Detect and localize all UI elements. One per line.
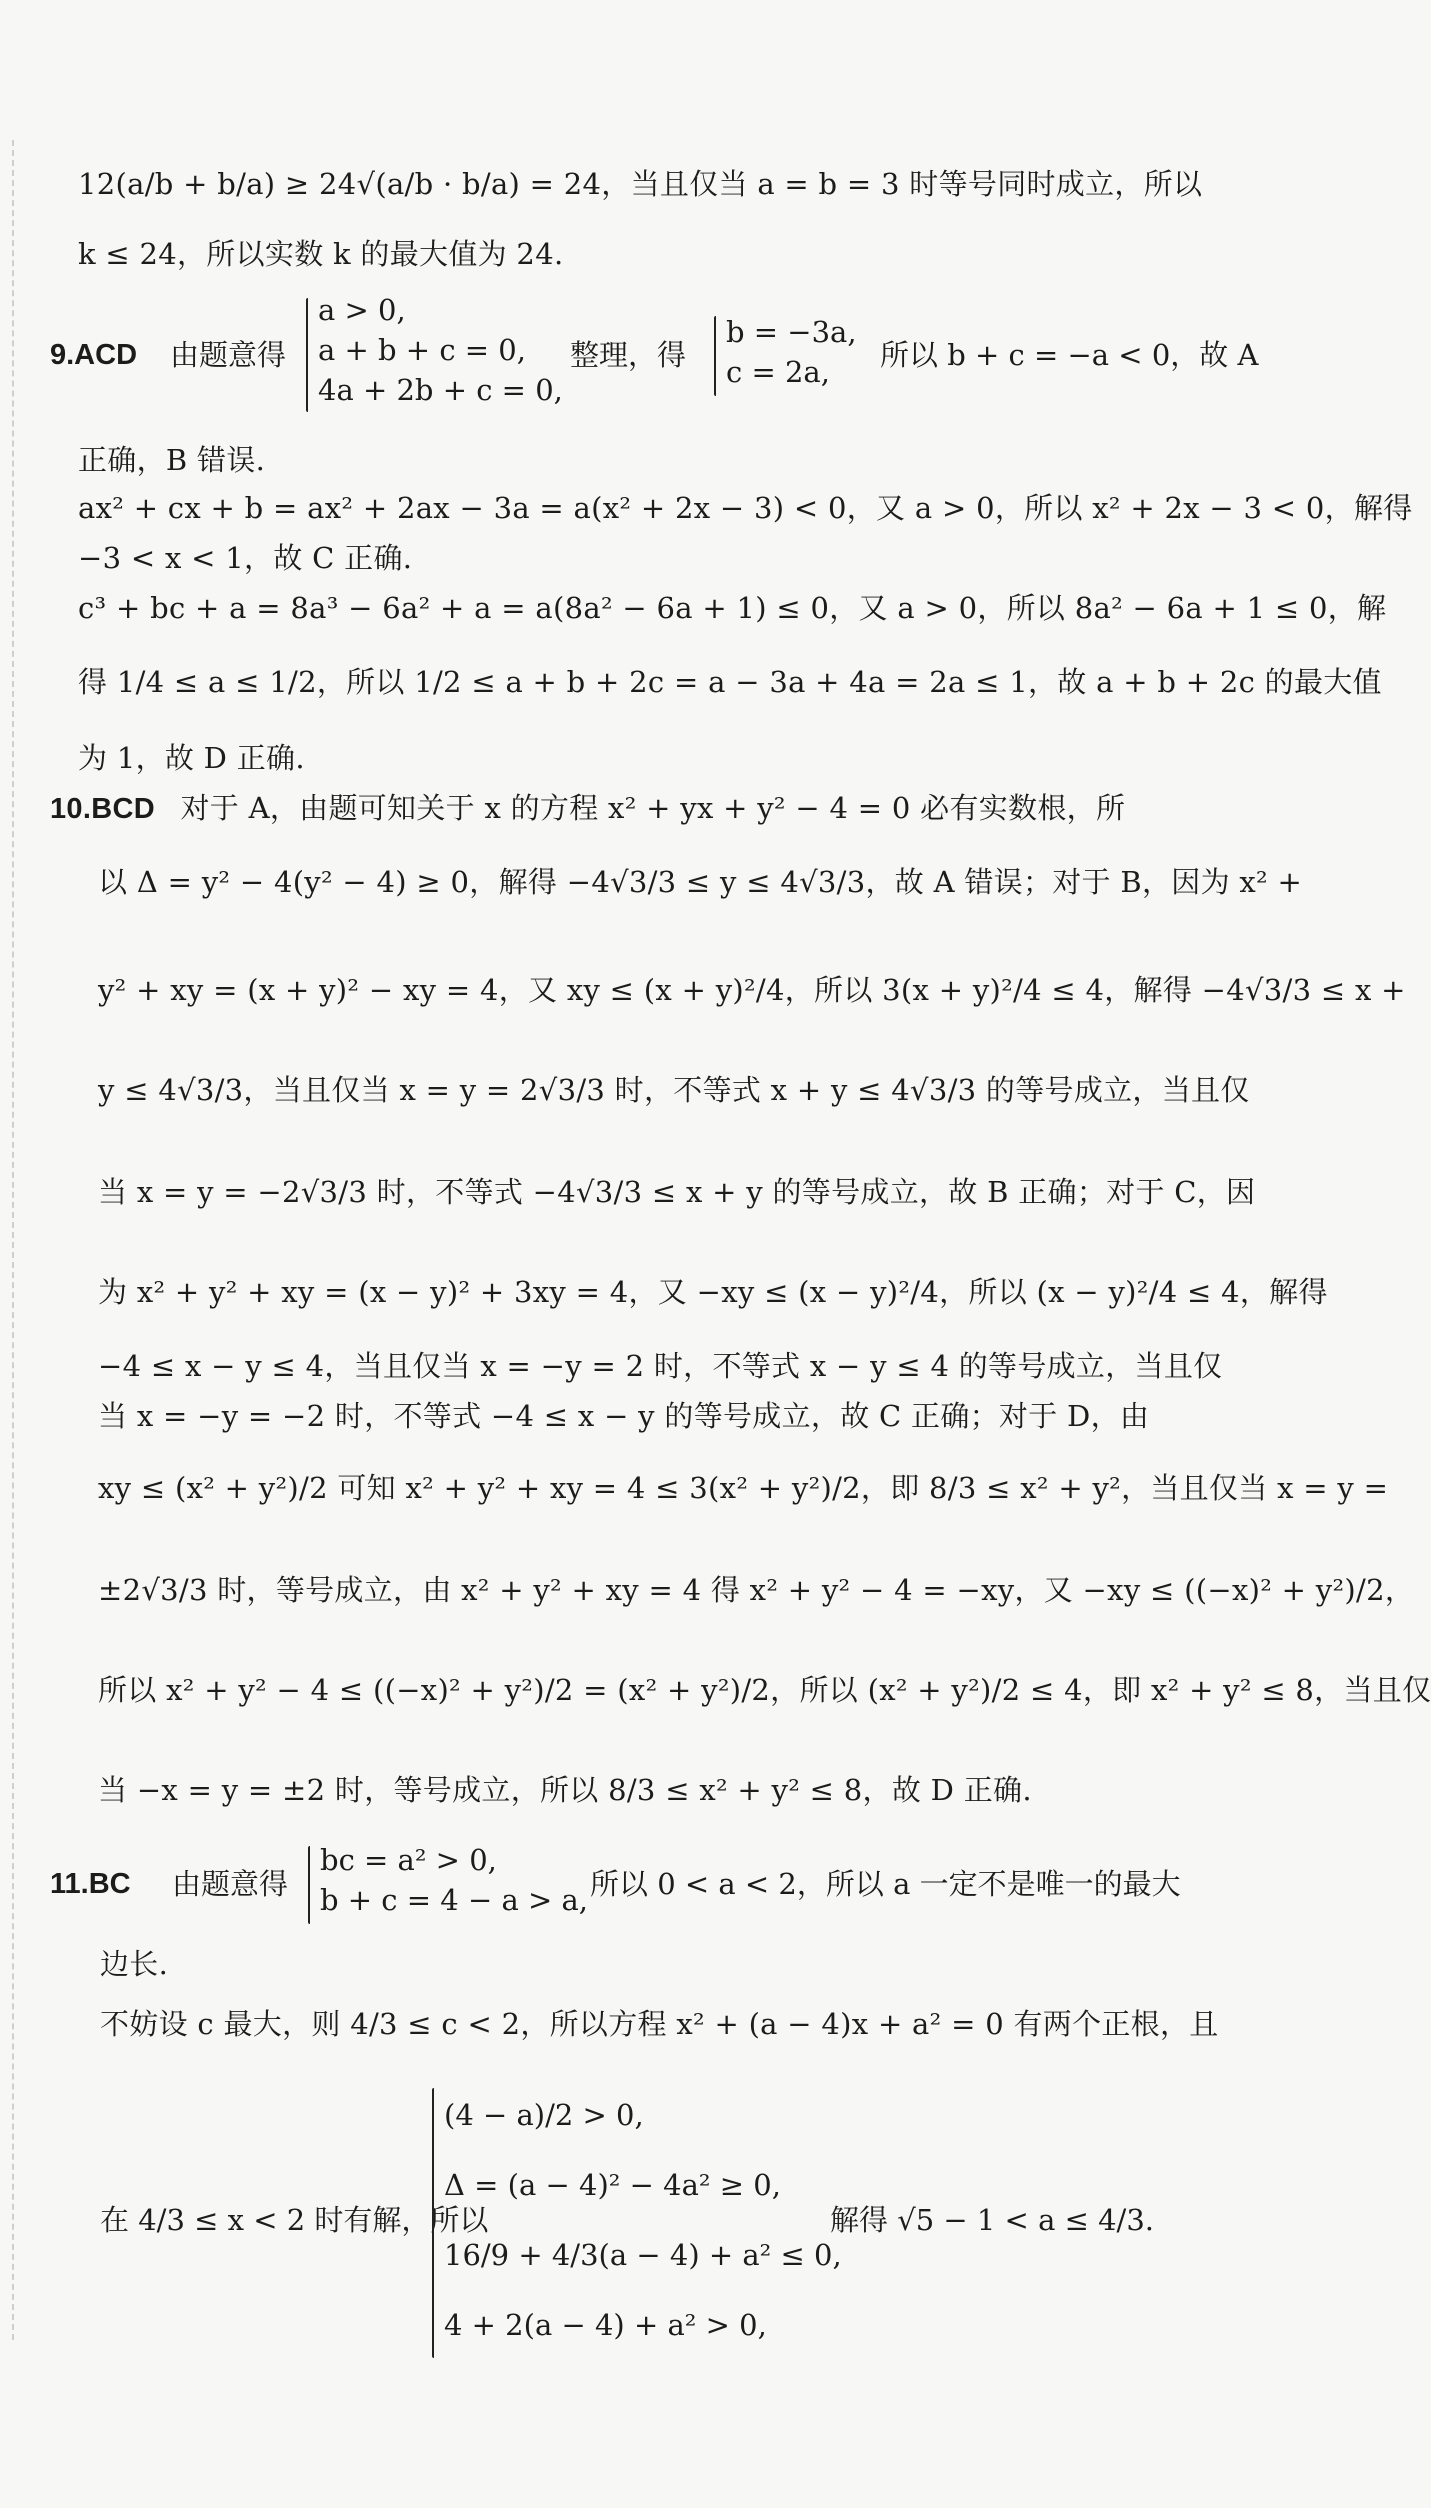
text-line: 得 1/4 ≤ a ≤ 1/2，所以 1/2 ≤ a + b + 2c = a − 3a + 4a = 2a ≤ 1，故 a + b + 2c 的最大值 <box>78 665 1382 699</box>
final-system <box>444 2080 842 2360</box>
text-line: k ≤ 24，所以实数 k 的最大值为 24. <box>78 237 564 271</box>
q9-mid: 整理，得 <box>570 338 687 372</box>
text-line: 当 x = y = −2√3/3 时，不等式 −4√3/3 ≤ x + y 的等号成立，故 B 正确；对于 C，因 <box>98 1175 1256 1209</box>
brace <box>432 2088 434 2358</box>
final-tail: 解得 √5 − 1 < a ≤ 4/3. <box>830 2203 1154 2237</box>
q10-text: 对于 A，由题可知关于 x 的方程 x² + yx + y² − 4 = 0 必有实数根，所 <box>180 791 1126 825</box>
equation: 4 + 2(a − 4) + a² > 0, <box>444 2308 767 2342</box>
equation: (4 − a)/2 > 0, <box>444 2098 644 2132</box>
text-line: c³ + bc + a = 8a³ − 6a² + a = a(8a² − 6a + 1) ≤ 0，又 a > 0，所以 8a² − 6a + 1 ≤ 0，解 <box>78 591 1387 625</box>
equation: a > 0, <box>318 293 406 327</box>
text-line: ax² + cx + b = ax² + 2ax − 3a = a(x² + 2x − 3) < 0，又 a > 0，所以 x² + 2x − 3 < 0，解得 <box>78 491 1413 525</box>
text-line: −4 ≤ x − y ≤ 4，当且仅当 x = −y = 2 时，不等式 x − y ≤ 4 的等号成立，当且仅 <box>98 1349 1223 1383</box>
final-block <box>100 2080 1200 2370</box>
text-line: 当 −x = y = ±2 时，等号成立，所以 8/3 ≤ x² + y² ≤ 8，故 D 正确. <box>98 1773 1032 1807</box>
equation: 4a + 2b + c = 0, <box>318 373 563 407</box>
q11-system <box>320 1840 588 1920</box>
text-line: y ≤ 4√3/3，当且仅当 x = y = 2√3/3 时，不等式 x + y ≤ 4√3/3 的等号成立，当且仅 <box>98 1073 1250 1107</box>
margin-rule <box>12 140 14 2340</box>
equation: 16/9 + 4/3(a − 4) + a² ≤ 0, <box>444 2238 842 2272</box>
q9-system-2 <box>726 312 857 392</box>
q9-tail: 所以 b + c = −a < 0，故 A <box>880 338 1259 372</box>
equation: c = 2a, <box>726 355 830 389</box>
q9-block <box>50 290 1259 420</box>
final-lead: 在 4/3 ≤ x < 2 时有解，所以 <box>100 2203 489 2237</box>
q11-number: 11.BC <box>50 1868 131 1900</box>
equation: b = −3a, <box>726 315 857 349</box>
q11-tail: 所以 0 < a < 2，所以 a 一定不是唯一的最大 <box>590 1867 1181 1901</box>
text-line: 不妨设 c 最大，则 4/3 ≤ c < 2，所以方程 x² + (a − 4)x + a² = 0 有两个正根，且 <box>100 2007 1219 2041</box>
text-line: 正确，B 错误. <box>78 443 266 477</box>
text-line: 当 x = −y = −2 时，不等式 −4 ≤ x − y 的等号成立，故 C 正确；对于 D，由 <box>98 1399 1150 1433</box>
q11-block <box>50 1840 1230 1930</box>
q10-header <box>50 788 1170 829</box>
text-line: 所以 x² + y² − 4 ≤ ((−x)² + y²)/2 = (x² + y²)/2，所以 (x² + y²)/2 ≤ 4，即 x² + y² ≤ 8，当且仅 <box>98 1673 1431 1707</box>
q9-number: 9.ACD <box>50 339 138 371</box>
text-line: ±2√3/3 时，等号成立，由 x² + y² + xy = 4 得 x² + y² − 4 = −xy，又 −xy ≤ ((−x)² + y²)/2， <box>98 1573 1415 1607</box>
text-line: 12(a/b + b/a) ≥ 24√(a/b · b/a) = 24，当且仅当 a = b = 3 时等号同时成立，所以 <box>78 167 1203 201</box>
brace <box>308 1846 310 1924</box>
brace <box>714 316 716 396</box>
text-line: y² + xy = (x + y)² − xy = 4，又 xy ≤ (x + y)²/4，所以 3(x + y)²/4 ≤ 4，解得 −4√3/3 ≤ x + <box>98 973 1406 1007</box>
text-line: 为 1，故 D 正确. <box>78 741 305 775</box>
text-line: 以 Δ = y² − 4(y² − 4) ≥ 0，解得 −4√3/3 ≤ y ≤ 4√3/3，故 A 错误；对于 B，因为 x² + <box>98 865 1303 899</box>
equation: b + c = 4 − a > a, <box>320 1883 588 1917</box>
brace <box>306 298 308 412</box>
q9-lead: 由题意得 <box>170 338 287 372</box>
q9-system-1 <box>318 290 563 410</box>
text-line: 为 x² + y² + xy = (x − y)² + 3xy = 4，又 −xy ≤ (x − y)²/4，所以 (x − y)²/4 ≤ 4，解得 <box>98 1275 1328 1309</box>
q10-number: 10.BCD <box>50 793 155 825</box>
text-line: xy ≤ (x² + y²)/2 可知 x² + y² + xy = 4 ≤ 3(x² + y²)/2，即 8/3 ≤ x² + y²，当且仅当 x = y = <box>98 1471 1389 1505</box>
equation: a + b + c = 0, <box>318 333 526 367</box>
equation: bc = a² > 0, <box>320 1843 497 1877</box>
text-line: −3 < x < 1，故 C 正确. <box>78 541 413 575</box>
q11-lead: 由题意得 <box>172 1867 289 1901</box>
text-line: 边长. <box>100 1947 169 1981</box>
equation: Δ = (a − 4)² − 4a² ≥ 0, <box>444 2168 781 2202</box>
